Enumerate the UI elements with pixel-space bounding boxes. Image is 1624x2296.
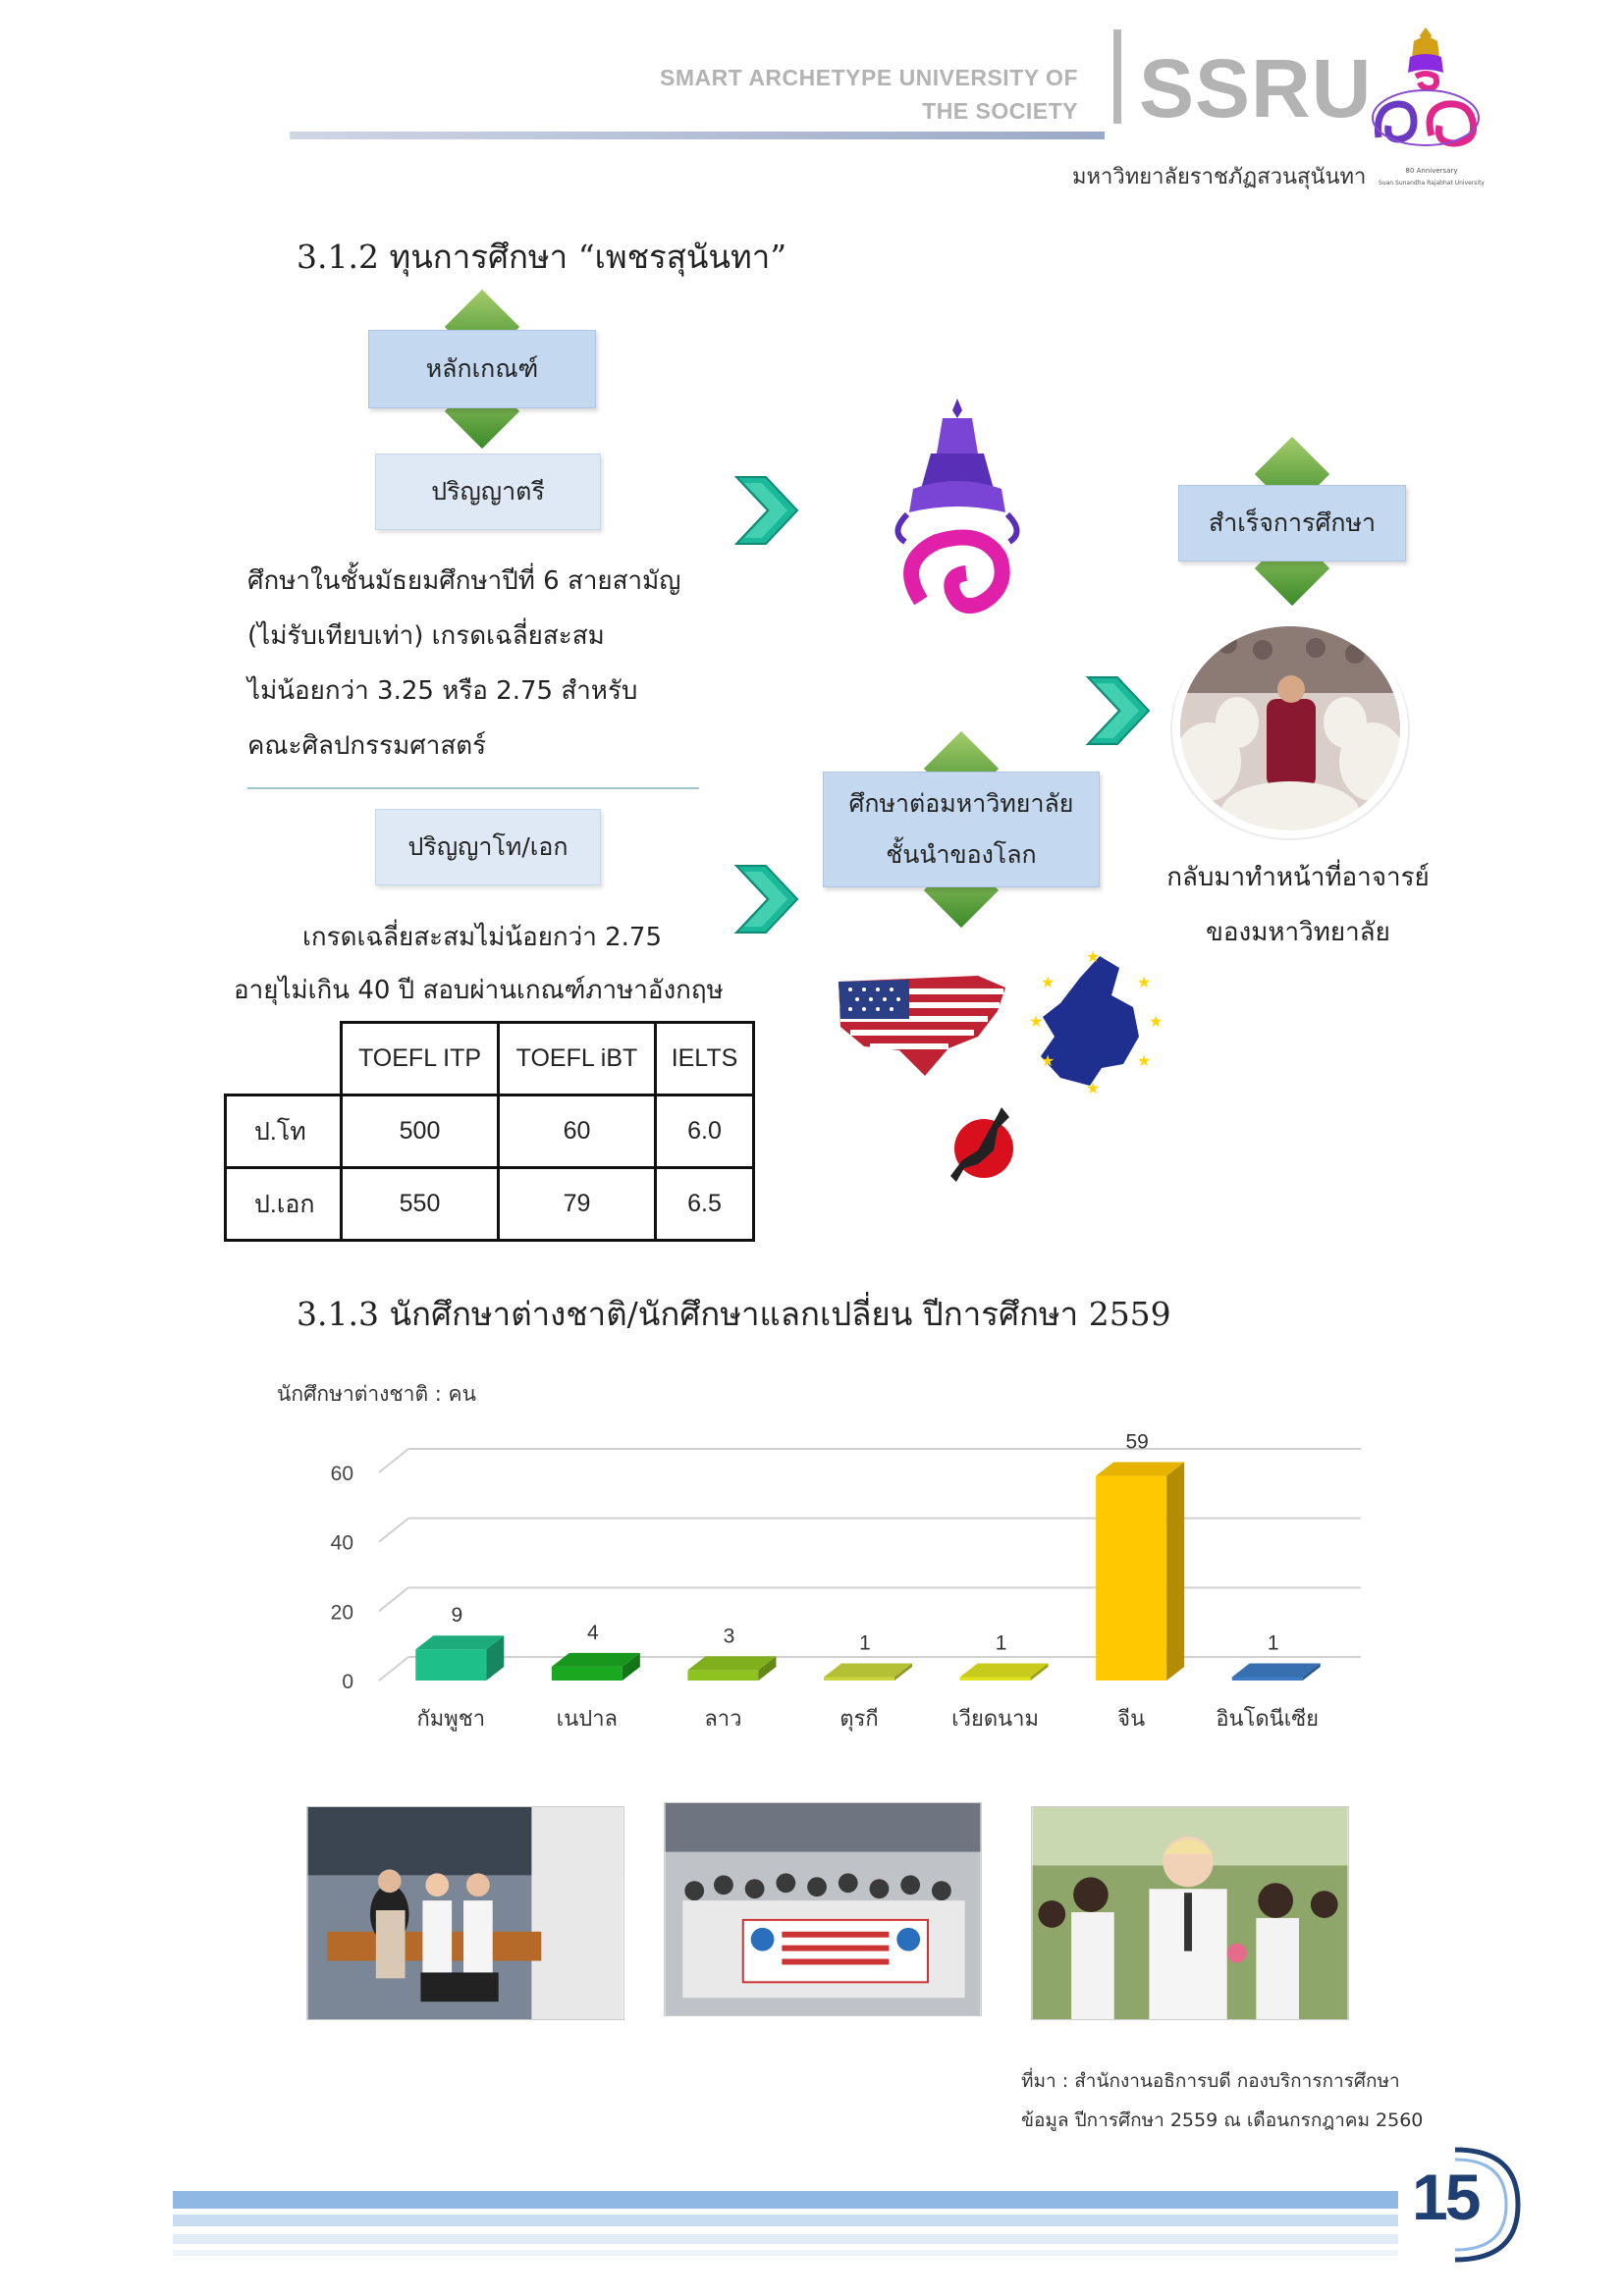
anniversary-logo: [1371, 27, 1498, 194]
chart-gridline-diagonal: [379, 1519, 408, 1542]
chart-y-tick-label: 20: [330, 1601, 353, 1625]
footer-stripe: [173, 2250, 1398, 2256]
chart-bar: [1096, 1476, 1166, 1681]
chart-bar: [960, 1677, 1031, 1681]
chart-data-label: 3: [723, 1625, 735, 1648]
europe-flag-map: [1021, 948, 1172, 1095]
bachelor-line-1: ศึกษาในชั้นมัธยมศึกษาปีที่ 6 สายสามัญ: [247, 566, 681, 596]
chart-unit-label: นักศึกษาต่างชาติ : คน: [277, 1382, 476, 1406]
graduation-label: สำเร็จการศึกษา: [1178, 485, 1406, 561]
chart-x-tick-label: จีน: [1117, 1707, 1146, 1732]
chart-x-tick-label: ลาว: [704, 1707, 742, 1732]
source-line2: ข้อมูล ปีการศึกษา 2559 ณ เดือนกรกฎาคม 2560: [1021, 2109, 1424, 2131]
chart-bar: [415, 1649, 486, 1681]
bachelor-label-box: ปริญญาตรี: [375, 454, 601, 530]
chart-bar-side: [1166, 1463, 1184, 1681]
return-line2: ของมหาวิทยาลัย: [1206, 918, 1390, 947]
university-emblem: [884, 395, 1031, 620]
chart-x-tick-label: ตุรกี: [839, 1707, 879, 1732]
return-text: [1166, 850, 1430, 960]
grad-requirement-2: อายุไม่เกิน 40 ปี สอบผ่านเกณฑ์ภาษาอังกฤษ: [234, 976, 724, 1005]
header-english-line2: THE SOCIETY: [922, 98, 1078, 124]
table-cell: 550: [342, 1168, 499, 1241]
footer-stripe: [173, 2215, 1398, 2226]
graduate-label-box: ปริญญาโท/เอก: [375, 809, 601, 885]
chart-x-tick-label: อินโดนีเซีย: [1216, 1707, 1320, 1732]
section-divider: [247, 787, 699, 789]
table-header-cell: TOEFL iBT: [499, 1023, 656, 1095]
table-cell: 79: [499, 1168, 656, 1241]
table-cell: 500: [342, 1095, 499, 1168]
chart-y-tick-label: 40: [330, 1531, 353, 1555]
header-brand: SSRU: [1139, 42, 1373, 134]
table-row-label: ป.เอก: [226, 1168, 342, 1241]
table-corner-cell: [226, 1023, 342, 1095]
study-abroad-label: [823, 772, 1100, 887]
students-heading: 3.1.3 นักศึกษาต่างชาติ/นักศึกษาแลกเปลี่ยน ปีการศึกษา 2559: [297, 1295, 1171, 1333]
study-abroad-line1: ศึกษาต่อมหาวิทยาลัย: [848, 789, 1074, 818]
logo-text-line1: 80 Anniversary: [1405, 167, 1458, 175]
svg-text:★: ★: [1086, 1079, 1101, 1095]
chart-bar: [552, 1667, 623, 1681]
arrow-right-icon: [732, 473, 801, 548]
table-row: [226, 1095, 754, 1168]
students-photo-airport: [306, 1806, 624, 2020]
arrow-right-icon: [1084, 673, 1153, 748]
chart-y-tick-label: 0: [342, 1671, 353, 1693]
bachelor-line-4: คณะศิลปกรรมศาสตร์: [247, 731, 487, 761]
english-score-table: [224, 1021, 755, 1242]
scholarship-heading: 3.1.2 ทุนการศึกษา “เพชรสุนันทา”: [297, 238, 787, 276]
study-abroad-line2: ชั้นนำของโลก: [886, 840, 1037, 869]
japan-flag-map: [948, 1103, 1021, 1192]
bachelor-line-3: ไม่น้อยกว่า 3.25 หรือ 2.75 สำหรับ: [247, 676, 638, 706]
students-photo-ceremony: [1031, 1806, 1349, 2020]
svg-text:★: ★: [1041, 1051, 1056, 1070]
table-cell: 60: [499, 1095, 656, 1168]
chart-x-tick-label: เนปาล: [556, 1707, 619, 1732]
svg-text:★: ★: [1137, 1051, 1152, 1070]
students-photo-group: [664, 1802, 982, 2016]
header-university-thai: มหาวิทยาลัยราชภัฏสวนสุนันทา: [1072, 165, 1367, 189]
table-cell: 6.0: [656, 1095, 754, 1168]
chart-bar: [687, 1670, 758, 1681]
source-line1: ที่มา : สำนักงานอธิการบดี กองบริการการศึกษา: [1021, 2070, 1400, 2092]
chart-gridline-diagonal: [379, 1657, 408, 1681]
graduation-box: [1178, 485, 1406, 561]
foreign-students-chart: [314, 1423, 1414, 1757]
graduation-photo: [1168, 614, 1412, 842]
header-english-title: [660, 61, 1078, 128]
table-row: [226, 1168, 754, 1241]
arrow-right-icon: [732, 862, 801, 936]
chart-y-tick-label: 60: [330, 1463, 353, 1485]
chart-gridline-diagonal: [379, 1449, 408, 1472]
chart-x-tick-label: กัมพูชา: [416, 1707, 486, 1732]
chart-bar: [1232, 1677, 1303, 1681]
footer-stripe: [173, 2191, 1398, 2209]
chart-gridline-diagonal: [379, 1587, 408, 1611]
grad-requirement-1: เกรดเฉลี่ยสะสมไม่น้อยกว่า 2.75: [302, 923, 663, 952]
table-header-cell: TOEFL ITP: [342, 1023, 499, 1095]
chart-x-tick-label: เวียดนาม: [951, 1707, 1040, 1732]
header-rule: [290, 132, 1105, 139]
header-divider: [1113, 29, 1121, 124]
chart-data-label: 1: [1267, 1631, 1279, 1655]
bachelor-requirements: [247, 554, 680, 774]
table-row-label: ป.โท: [226, 1095, 342, 1168]
svg-text:★: ★: [1149, 1012, 1164, 1031]
page-number: 15: [1412, 2161, 1479, 2233]
footer-stripe: [173, 2234, 1398, 2244]
chart-data-label: 4: [587, 1621, 599, 1644]
chart-bar: [824, 1677, 894, 1681]
data-source: [1021, 2061, 1423, 2140]
table-header-cell: IELTS: [656, 1023, 754, 1095]
logo-text-line2: Suan Sunandha Rajabhat University: [1379, 180, 1485, 187]
svg-text:★: ★: [1029, 1012, 1044, 1031]
svg-text:★: ★: [1086, 948, 1101, 966]
chart-data-label: 1: [995, 1631, 1007, 1655]
header-english-line1: SMART ARCHETYPE UNIVERSITY OF: [660, 65, 1078, 90]
criteria-label: หลักเกณฑ์: [368, 330, 596, 408]
table-cell: 6.5: [656, 1168, 754, 1241]
usa-flag-map: [831, 968, 1013, 1078]
return-line1: กลับมาทำหน้าที่อาจารย์: [1166, 863, 1430, 892]
chart-data-label: 1: [859, 1631, 871, 1655]
chart-data-label: 9: [451, 1604, 463, 1628]
study-abroad-box: [823, 772, 1100, 887]
chart-data-label: 59: [1125, 1430, 1149, 1454]
table-header-row: [226, 1023, 754, 1095]
svg-text:★: ★: [1041, 973, 1056, 991]
criteria-box: [368, 330, 596, 408]
svg-text:★: ★: [1137, 973, 1152, 991]
bachelor-line-2: (ไม่รับเทียบเท่า) เกรดเฉลี่ยสะสม: [247, 621, 605, 651]
